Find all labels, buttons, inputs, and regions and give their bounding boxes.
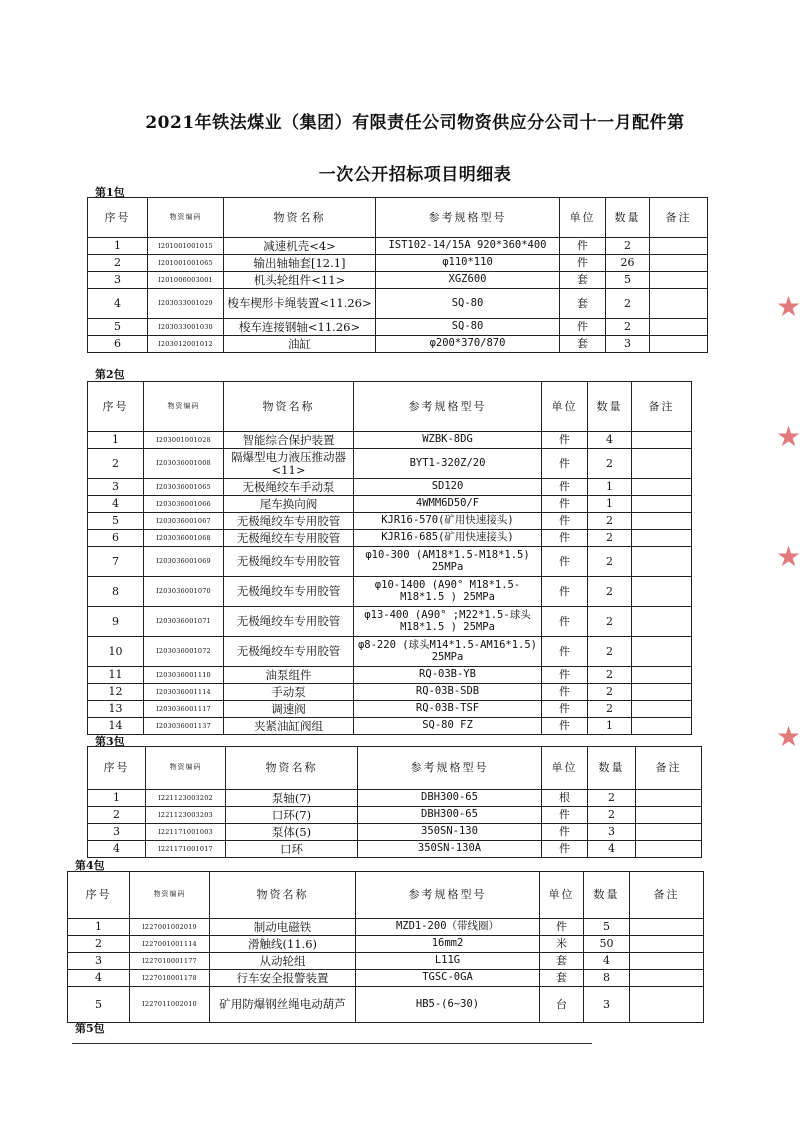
cell-unit: 台 [540, 987, 584, 1023]
cell-qty: 4 [584, 953, 630, 970]
red-seal-mark: ★ [776, 420, 802, 453]
cell-note [632, 637, 692, 667]
cell-spec: SQ-80 FZ [354, 718, 542, 735]
cell-unit: 根 [542, 790, 588, 807]
cell-unit: 件 [542, 530, 588, 547]
cell-code: I203036001114 [144, 684, 224, 701]
cell-note [632, 718, 692, 735]
cell-name: 无极绳绞车手动泵 [224, 479, 354, 496]
table-header-row [88, 198, 708, 238]
cell-code: I227010001178 [130, 970, 210, 987]
cell-note [632, 479, 692, 496]
cell-spec: KJR16-685(矿用快速接头) [354, 530, 542, 547]
cell-qty: 3 [588, 824, 636, 841]
cell-seq: 3 [88, 824, 146, 841]
cell-code: I227001001114 [130, 936, 210, 953]
cell-qty: 2 [588, 684, 632, 701]
cell-spec: BYT1-320Z/20 [354, 449, 542, 479]
cell-seq: 1 [88, 238, 148, 255]
cell-code: I203001001028 [144, 432, 224, 449]
cell-seq: 3 [88, 479, 144, 496]
cell-name: 无极绳绞车专用胶管 [224, 530, 354, 547]
cell-code: I221123003202 [146, 790, 226, 807]
header-seq: 序号 [68, 872, 130, 919]
cell-note [636, 824, 702, 841]
cell-spec: φ13-400 (A90° ;M22*1.5-球头M18*1.5 ) 25MPa [354, 607, 542, 637]
cell-spec: KJR16-570(矿用快速接头) [354, 513, 542, 530]
cell-name: 无极绳绞车专用胶管 [224, 637, 354, 667]
header-code: 物资编码 [144, 382, 224, 432]
cell-note [632, 496, 692, 513]
cell-qty: 2 [588, 807, 636, 824]
cell-code: I203036001071 [144, 607, 224, 637]
cell-qty: 2 [588, 667, 632, 684]
cell-spec: WZBK-8DG [354, 432, 542, 449]
header-unit: 单位 [542, 747, 588, 790]
cell-name: 泵体(5) [226, 824, 358, 841]
header-note: 备注 [650, 198, 708, 238]
cell-unit: 件 [542, 824, 588, 841]
cell-name: 无极绳绞车专用胶管 [224, 577, 354, 607]
cell-seq: 11 [88, 667, 144, 684]
cell-spec: SD120 [354, 479, 542, 496]
cell-qty: 2 [588, 449, 632, 479]
header-unit: 单位 [540, 872, 584, 919]
cell-name: 滑触线(11.6) [210, 936, 356, 953]
cell-seq: 5 [88, 513, 144, 530]
table-row [88, 479, 692, 496]
cell-unit: 米 [540, 936, 584, 953]
cell-unit: 件 [542, 577, 588, 607]
header-qty: 数量 [606, 198, 650, 238]
cell-qty: 26 [606, 255, 650, 272]
table-row [88, 255, 708, 272]
cell-note [632, 607, 692, 637]
cell-note [636, 807, 702, 824]
cell-note [632, 449, 692, 479]
cell-code: I203012001012 [148, 336, 224, 353]
cell-unit: 件 [542, 607, 588, 637]
cell-note [630, 919, 704, 936]
cell-qty: 2 [588, 637, 632, 667]
cell-name: 制动电磁铁 [210, 919, 356, 936]
cell-seq: 12 [88, 684, 144, 701]
table-row [88, 530, 692, 547]
cell-seq: 4 [88, 496, 144, 513]
cell-code: I203033001030 [148, 319, 224, 336]
cell-name: 行车安全报警装置 [210, 970, 356, 987]
cell-seq: 1 [68, 919, 130, 936]
table-row [88, 449, 692, 479]
red-seal-mark: ★ [776, 720, 802, 753]
cell-code: I203036001072 [144, 637, 224, 667]
cell-name: 无极绳绞车专用胶管 [224, 513, 354, 530]
cell-code: I203036001066 [144, 496, 224, 513]
table-header-row [88, 747, 702, 790]
table-row [88, 824, 702, 841]
cell-spec: L11G [356, 953, 540, 970]
cell-spec: 4WMM6D50/F [354, 496, 542, 513]
header-note: 备注 [636, 747, 702, 790]
cell-unit: 件 [540, 919, 584, 936]
header-name: 物资名称 [224, 198, 376, 238]
package-label: 第2包 [95, 368, 125, 381]
cell-seq: 9 [88, 607, 144, 637]
header-code: 物资编码 [148, 198, 224, 238]
cell-qty: 2 [588, 513, 632, 530]
table-row [68, 987, 704, 1023]
red-seal-mark: ★ [776, 290, 802, 323]
cell-qty: 50 [584, 936, 630, 953]
cell-spec: φ200*370/870 [376, 336, 560, 353]
cell-seq: 2 [88, 255, 148, 272]
cell-note [650, 255, 708, 272]
cell-qty: 2 [588, 530, 632, 547]
cell-note [630, 987, 704, 1023]
cell-note [630, 953, 704, 970]
cell-seq: 1 [88, 432, 144, 449]
table-row [88, 790, 702, 807]
cell-seq: 1 [88, 790, 146, 807]
cell-code: I227011002010 [130, 987, 210, 1023]
cell-unit: 件 [542, 432, 588, 449]
cell-seq: 4 [88, 289, 148, 319]
cell-spec: IST102-14/15A 920*360*400 [376, 238, 560, 255]
package-table [87, 197, 708, 353]
header-seq: 序号 [88, 198, 148, 238]
table-row [88, 496, 692, 513]
cell-spec: SQ-80 [376, 319, 560, 336]
table-row [68, 970, 704, 987]
cell-note [636, 841, 702, 858]
header-spec: 参考规格型号 [376, 198, 560, 238]
cell-code: I227010001177 [130, 953, 210, 970]
table-row [88, 718, 692, 735]
cell-code: I203036001137 [144, 718, 224, 735]
table-row [88, 238, 708, 255]
table-row [68, 953, 704, 970]
red-seal-mark: ★ [776, 540, 802, 573]
cell-name: 输出轴轴套[12.1] [224, 255, 376, 272]
table-row [88, 807, 702, 824]
cell-code: I203033001029 [148, 289, 224, 319]
cell-unit: 件 [542, 841, 588, 858]
cell-note [632, 577, 692, 607]
cell-spec: XGZ600 [376, 272, 560, 289]
cell-code: I201001001065 [148, 255, 224, 272]
cell-note [632, 547, 692, 577]
cell-seq: 3 [68, 953, 130, 970]
header-unit: 单位 [560, 198, 606, 238]
cell-qty: 4 [588, 841, 636, 858]
header-qty: 数量 [588, 747, 636, 790]
cell-name: 泵轴(7) [226, 790, 358, 807]
table-row [88, 607, 692, 637]
cell-code: I221123003203 [146, 807, 226, 824]
cell-qty: 1 [588, 496, 632, 513]
cell-unit: 件 [542, 637, 588, 667]
header-name: 物资名称 [210, 872, 356, 919]
cell-seq: 2 [88, 807, 146, 824]
cell-name: 梭车楔形卡绳装置<11.26> [224, 289, 376, 319]
table-row [88, 547, 692, 577]
cell-seq: 4 [68, 970, 130, 987]
cell-name: 油缸 [224, 336, 376, 353]
cell-qty: 2 [588, 701, 632, 718]
cell-code: I221171001017 [146, 841, 226, 858]
cell-spec: φ10-300 (AM18*1.5-M18*1.5) 25MPa [354, 547, 542, 577]
cell-qty: 2 [588, 790, 636, 807]
header-spec: 参考规格型号 [358, 747, 542, 790]
table-row [88, 637, 692, 667]
cell-name: 夹紧油缸阀组 [224, 718, 354, 735]
cell-spec: DBH300-65 [358, 807, 542, 824]
cell-unit: 件 [542, 449, 588, 479]
cell-note [650, 319, 708, 336]
cell-spec: SQ-80 [376, 289, 560, 319]
table-row [88, 577, 692, 607]
cell-name: 从动轮组 [210, 953, 356, 970]
cell-seq: 2 [88, 449, 144, 479]
table-row [88, 432, 692, 449]
table-row [68, 936, 704, 953]
cell-seq: 8 [88, 577, 144, 607]
table-row [88, 684, 692, 701]
cell-spec: HB5-(6~30) [356, 987, 540, 1023]
cell-note [650, 336, 708, 353]
cell-unit: 件 [542, 496, 588, 513]
cell-seq: 6 [88, 530, 144, 547]
header-name: 物资名称 [226, 747, 358, 790]
cell-unit: 件 [542, 807, 588, 824]
cell-name: 矿用防爆钢丝绳电动葫芦 [210, 987, 356, 1023]
cell-code: I201001001015 [148, 238, 224, 255]
table-row [88, 667, 692, 684]
cell-qty: 1 [588, 479, 632, 496]
table-row [88, 289, 708, 319]
cell-spec: RQ-03B-TSF [354, 701, 542, 718]
cell-code: I221171001003 [146, 824, 226, 841]
package-label: 第3包 [95, 735, 125, 748]
header-unit: 单位 [542, 382, 588, 432]
cell-note [632, 530, 692, 547]
cell-unit: 套 [560, 272, 606, 289]
cell-code: I201006003001 [148, 272, 224, 289]
cell-seq: 3 [88, 272, 148, 289]
cell-note [632, 432, 692, 449]
table-row [68, 919, 704, 936]
cell-spec: RQ-03B-YB [354, 667, 542, 684]
cell-qty: 8 [584, 970, 630, 987]
header-note: 备注 [632, 382, 692, 432]
cell-name: 机头轮组件<11> [224, 272, 376, 289]
cell-name: 手动泵 [224, 684, 354, 701]
cell-spec: 350SN-130 [358, 824, 542, 841]
cell-qty: 2 [606, 238, 650, 255]
cell-unit: 套 [540, 970, 584, 987]
table-row [88, 336, 708, 353]
cell-qty: 1 [588, 718, 632, 735]
table-row [88, 319, 708, 336]
cell-seq: 7 [88, 547, 144, 577]
bottom-rule [72, 1043, 592, 1044]
cell-seq: 5 [68, 987, 130, 1023]
cell-seq: 5 [88, 319, 148, 336]
cell-note [650, 272, 708, 289]
cell-note [632, 701, 692, 718]
cell-name: 梭车连接钢轴<11.26> [224, 319, 376, 336]
cell-qty: 4 [588, 432, 632, 449]
cell-unit: 件 [542, 684, 588, 701]
cell-spec: 350SN-130A [358, 841, 542, 858]
cell-unit: 件 [560, 255, 606, 272]
document-title-line1: 2021年铁法煤业（集团）有限责任公司物资供应分公司十一月配件第 [145, 113, 685, 133]
cell-name: 尾车换向阀 [224, 496, 354, 513]
package-label: 第4包 [75, 859, 105, 872]
cell-spec: φ110*110 [376, 255, 560, 272]
cell-spec: DBH300-65 [358, 790, 542, 807]
cell-spec: 16mm2 [356, 936, 540, 953]
cell-qty: 5 [606, 272, 650, 289]
cell-code: I203036001008 [144, 449, 224, 479]
header-code: 物资编码 [146, 747, 226, 790]
cell-qty: 3 [584, 987, 630, 1023]
cell-name: 口环 [226, 841, 358, 858]
cell-qty: 2 [588, 547, 632, 577]
cell-unit: 件 [542, 513, 588, 530]
cell-seq: 6 [88, 336, 148, 353]
cell-note [630, 936, 704, 953]
table-row [88, 701, 692, 718]
cell-code: I203036001070 [144, 577, 224, 607]
cell-unit: 件 [542, 667, 588, 684]
header-note: 备注 [630, 872, 704, 919]
cell-spec: TGSC-0GA [356, 970, 540, 987]
cell-qty: 5 [584, 919, 630, 936]
header-seq: 序号 [88, 382, 144, 432]
cell-name: 无极绳绞车专用胶管 [224, 607, 354, 637]
cell-seq: 10 [88, 637, 144, 667]
cell-note [630, 970, 704, 987]
header-qty: 数量 [588, 382, 632, 432]
table-header-row [88, 382, 692, 432]
cell-unit: 件 [542, 547, 588, 577]
cell-qty: 2 [588, 607, 632, 637]
header-code: 物资编码 [130, 872, 210, 919]
cell-name: 油泵组件 [224, 667, 354, 684]
cell-unit: 件 [542, 718, 588, 735]
cell-spec: RQ-03B-SDB [354, 684, 542, 701]
package-label: 第1包 [95, 186, 125, 199]
cell-spec: MZD1-200（带线圈） [356, 919, 540, 936]
table-row [88, 272, 708, 289]
cell-unit: 套 [560, 336, 606, 353]
cell-qty: 2 [606, 289, 650, 319]
cell-unit: 件 [560, 238, 606, 255]
cell-spec: φ8-220 (球头M14*1.5-AM16*1.5) 25MPa [354, 637, 542, 667]
document-title-line2: 一次公开招标项目明细表 [318, 165, 512, 185]
cell-name: 智能综合保护装置 [224, 432, 354, 449]
cell-code: I203036001067 [144, 513, 224, 530]
cell-unit: 件 [560, 319, 606, 336]
header-qty: 数量 [584, 872, 630, 919]
cell-qty: 2 [606, 319, 650, 336]
table-header-row [68, 872, 704, 919]
cell-note [632, 684, 692, 701]
cell-name: 隔爆型电力液压推动器<11> [224, 449, 354, 479]
table-row [88, 841, 702, 858]
header-seq: 序号 [88, 747, 146, 790]
cell-note [650, 289, 708, 319]
cell-note [632, 513, 692, 530]
cell-seq: 14 [88, 718, 144, 735]
cell-note [636, 790, 702, 807]
cell-code: I227001002019 [130, 919, 210, 936]
package-label: 第5包 [75, 1022, 105, 1035]
cell-unit: 件 [542, 479, 588, 496]
cell-name: 无极绳绞车专用胶管 [224, 547, 354, 577]
cell-name: 调速阀 [224, 701, 354, 718]
table-row [88, 513, 692, 530]
cell-code: I203036001117 [144, 701, 224, 718]
cell-seq: 4 [88, 841, 146, 858]
cell-qty: 2 [588, 577, 632, 607]
cell-unit: 件 [542, 701, 588, 718]
header-spec: 参考规格型号 [356, 872, 540, 919]
header-spec: 参考规格型号 [354, 382, 542, 432]
cell-qty: 3 [606, 336, 650, 353]
cell-code: I203036001110 [144, 667, 224, 684]
cell-code: I203036001065 [144, 479, 224, 496]
cell-spec: φ10-1400 (A90° M18*1.5-M18*1.5 ) 25MPa [354, 577, 542, 607]
cell-unit: 套 [540, 953, 584, 970]
cell-name: 减速机壳<4> [224, 238, 376, 255]
cell-note [632, 667, 692, 684]
cell-code: I203036001068 [144, 530, 224, 547]
package-table [87, 381, 692, 735]
cell-name: 口环(7) [226, 807, 358, 824]
cell-note [650, 238, 708, 255]
cell-seq: 13 [88, 701, 144, 718]
cell-code: I203036001069 [144, 547, 224, 577]
header-name: 物资名称 [224, 382, 354, 432]
package-table [67, 871, 704, 1023]
cell-seq: 2 [68, 936, 130, 953]
package-table [87, 746, 702, 858]
cell-unit: 套 [560, 289, 606, 319]
